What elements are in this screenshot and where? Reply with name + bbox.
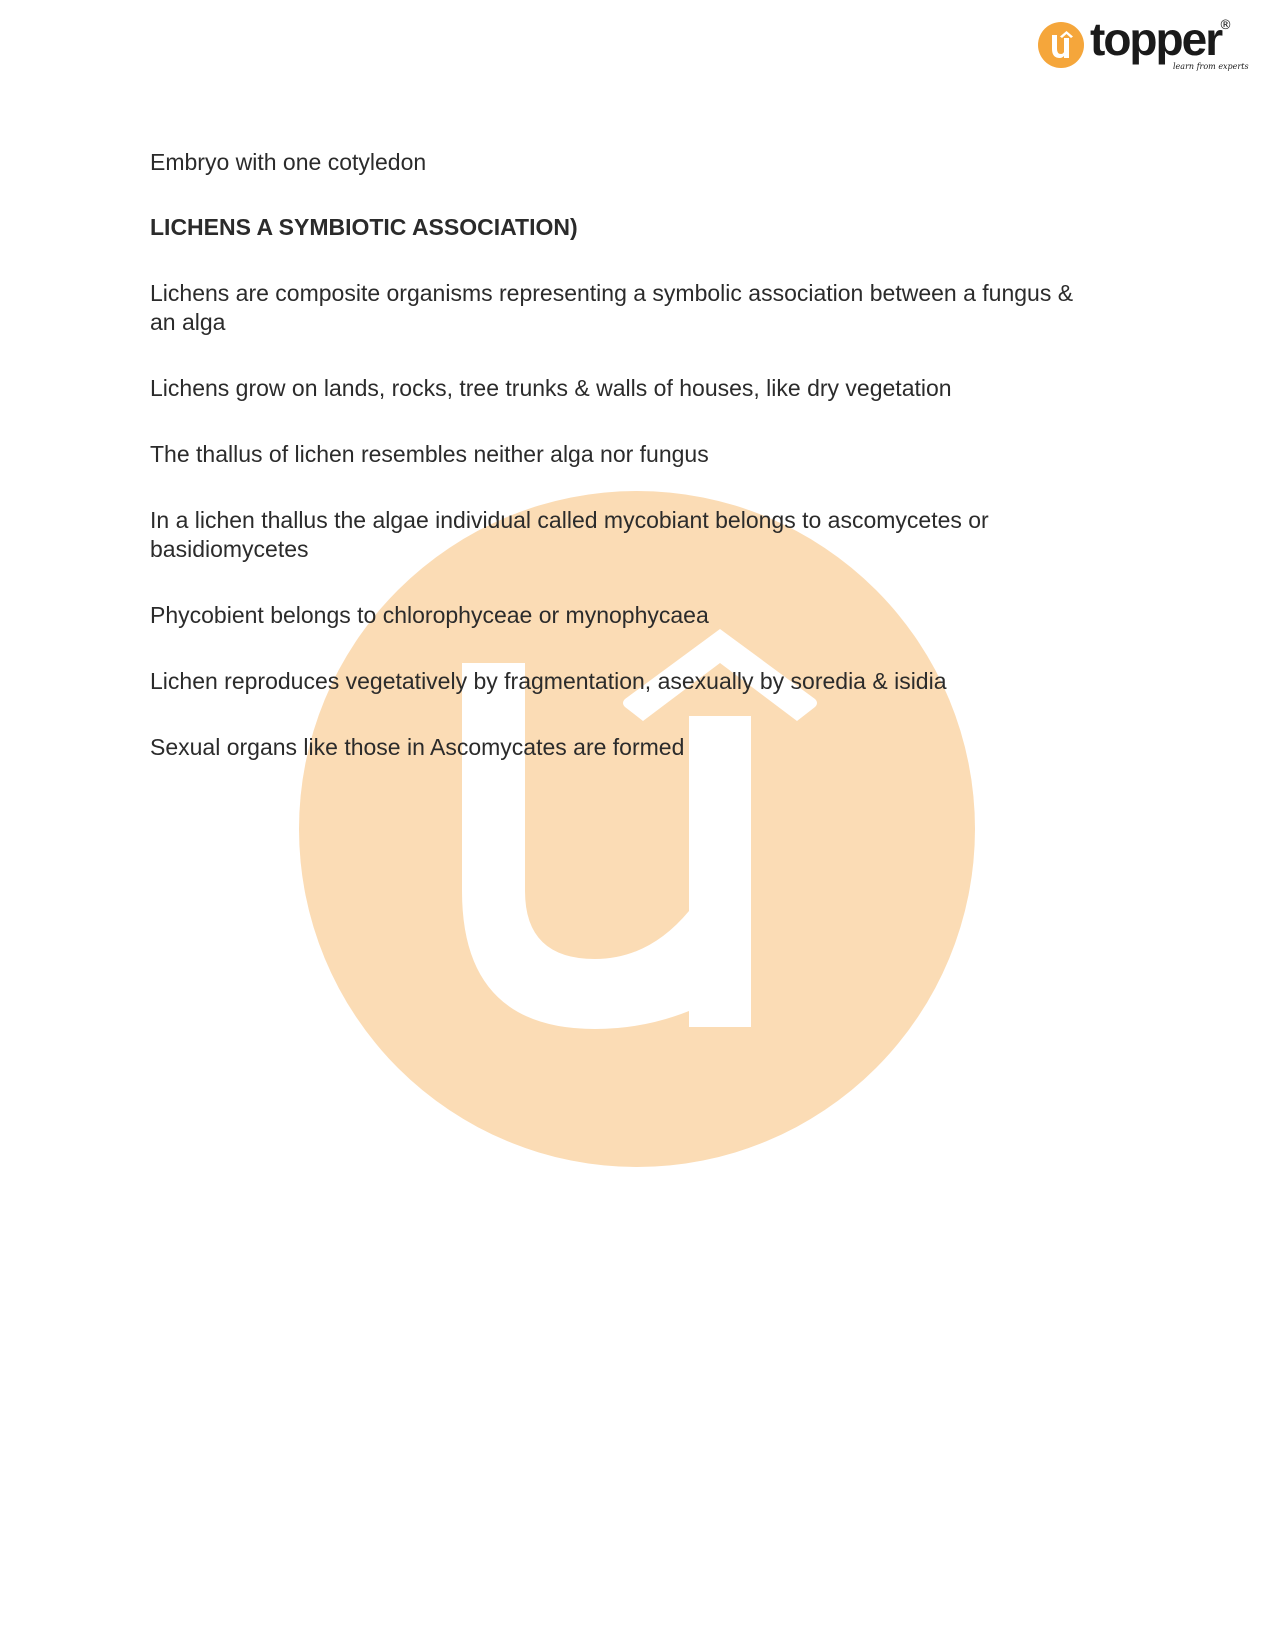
paragraph-thallus: The thallus of lichen resembles neither alga nor fungus <box>150 441 709 467</box>
paragraph-phycobient: Phycobient belongs to chlorophyceae or mynophycaea <box>150 602 709 628</box>
topper-wordmark: topper <box>1090 13 1222 65</box>
paragraph-embryo: Embryo with one cotyledon <box>150 149 427 175</box>
section-heading: LICHENS A SYMBIOTIC ASSOCIATION) <box>150 214 578 240</box>
paragraph-mycobiant: In a lichen thallus the algae individual called mycobiant belongs to ascomycetes or basidiomycetes <box>150 507 989 562</box>
registered-mark: ® <box>1219 18 1232 33</box>
document-body <box>150 148 1080 799</box>
paragraph-reproduction: Lichen reproduces vegetatively by fragmentation, asexually by soredia & isidia <box>150 668 947 694</box>
paragraph-habitat: Lichens grow on lands, rocks, tree trunks & walls of houses, like dry vegetation <box>150 375 952 401</box>
topper-logo-mark-icon <box>1038 22 1084 68</box>
paragraph-sexual-organs: Sexual organs like those in Ascomycates are formed <box>150 734 685 760</box>
logo-tagline: learn from experts <box>1173 62 1249 71</box>
topper-logo <box>1038 13 1249 78</box>
paragraph-composite: Lichens are composite organisms representing a symbolic association between a fungus & an alga <box>150 280 1074 335</box>
